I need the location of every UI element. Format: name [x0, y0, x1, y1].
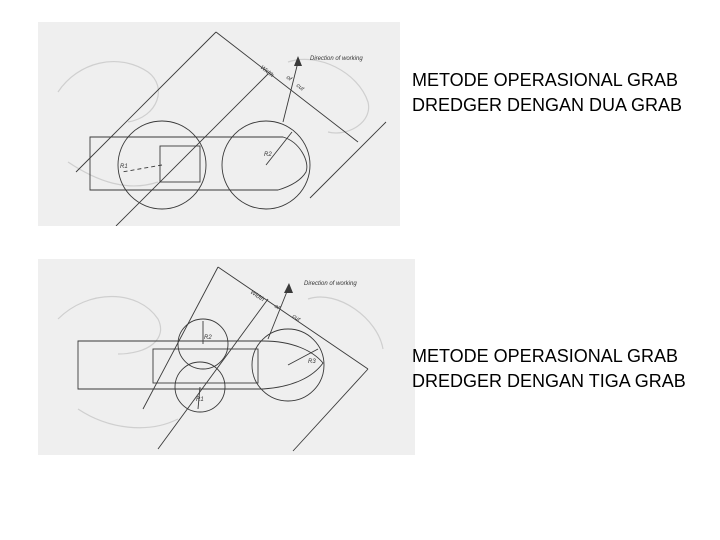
cut-label: cut — [290, 313, 301, 324]
r3-label: R3 — [308, 359, 316, 365]
direction-arrow — [268, 289, 288, 339]
cut-boundary-right — [310, 122, 386, 198]
width-label: Width — [258, 64, 275, 79]
background-sketch — [58, 62, 158, 122]
diagram-two-grab-svg — [38, 22, 400, 226]
of-label: of — [284, 74, 293, 83]
diagram-three-grab — [38, 259, 415, 455]
direction-label: Direction of working — [310, 56, 363, 62]
r1-label: R1 — [196, 397, 204, 403]
cut-boundary-right — [293, 369, 368, 451]
diagram-two-grab — [38, 22, 400, 226]
background-sketch — [58, 297, 161, 355]
radius-line-r1 — [122, 165, 162, 172]
background-sketch — [308, 297, 383, 349]
cut-boundary-inner — [116, 74, 268, 226]
arrow-head-icon — [284, 283, 293, 293]
background-sketch — [68, 162, 158, 186]
cut-label: cut — [294, 82, 305, 93]
background-sketch — [288, 59, 369, 133]
caption-two-grab: METODE OPERASIONAL GRAB DREDGER DENGAN DUA GRAB — [412, 70, 683, 115]
r1-label: R1 — [120, 164, 128, 170]
r2-label: R2 — [204, 335, 212, 341]
of-label: of — [272, 303, 281, 312]
dredger-hull — [78, 341, 323, 389]
cut-boundary-left — [76, 32, 216, 172]
width-dimension-line — [216, 32, 358, 142]
diagram-three-grab-svg — [38, 259, 415, 455]
r2-label: R2 — [264, 152, 272, 158]
caption-three-grab: METODE OPERASIONAL GRAB DREDGER DENGAN TIGA GRAB — [412, 346, 686, 391]
width-label: Width — [248, 289, 265, 304]
arrow-head-icon — [294, 56, 302, 66]
direction-label: Direction of working — [304, 281, 357, 287]
background-sketch — [78, 409, 178, 428]
direction-arrow — [283, 62, 298, 122]
deck-house — [153, 349, 258, 383]
